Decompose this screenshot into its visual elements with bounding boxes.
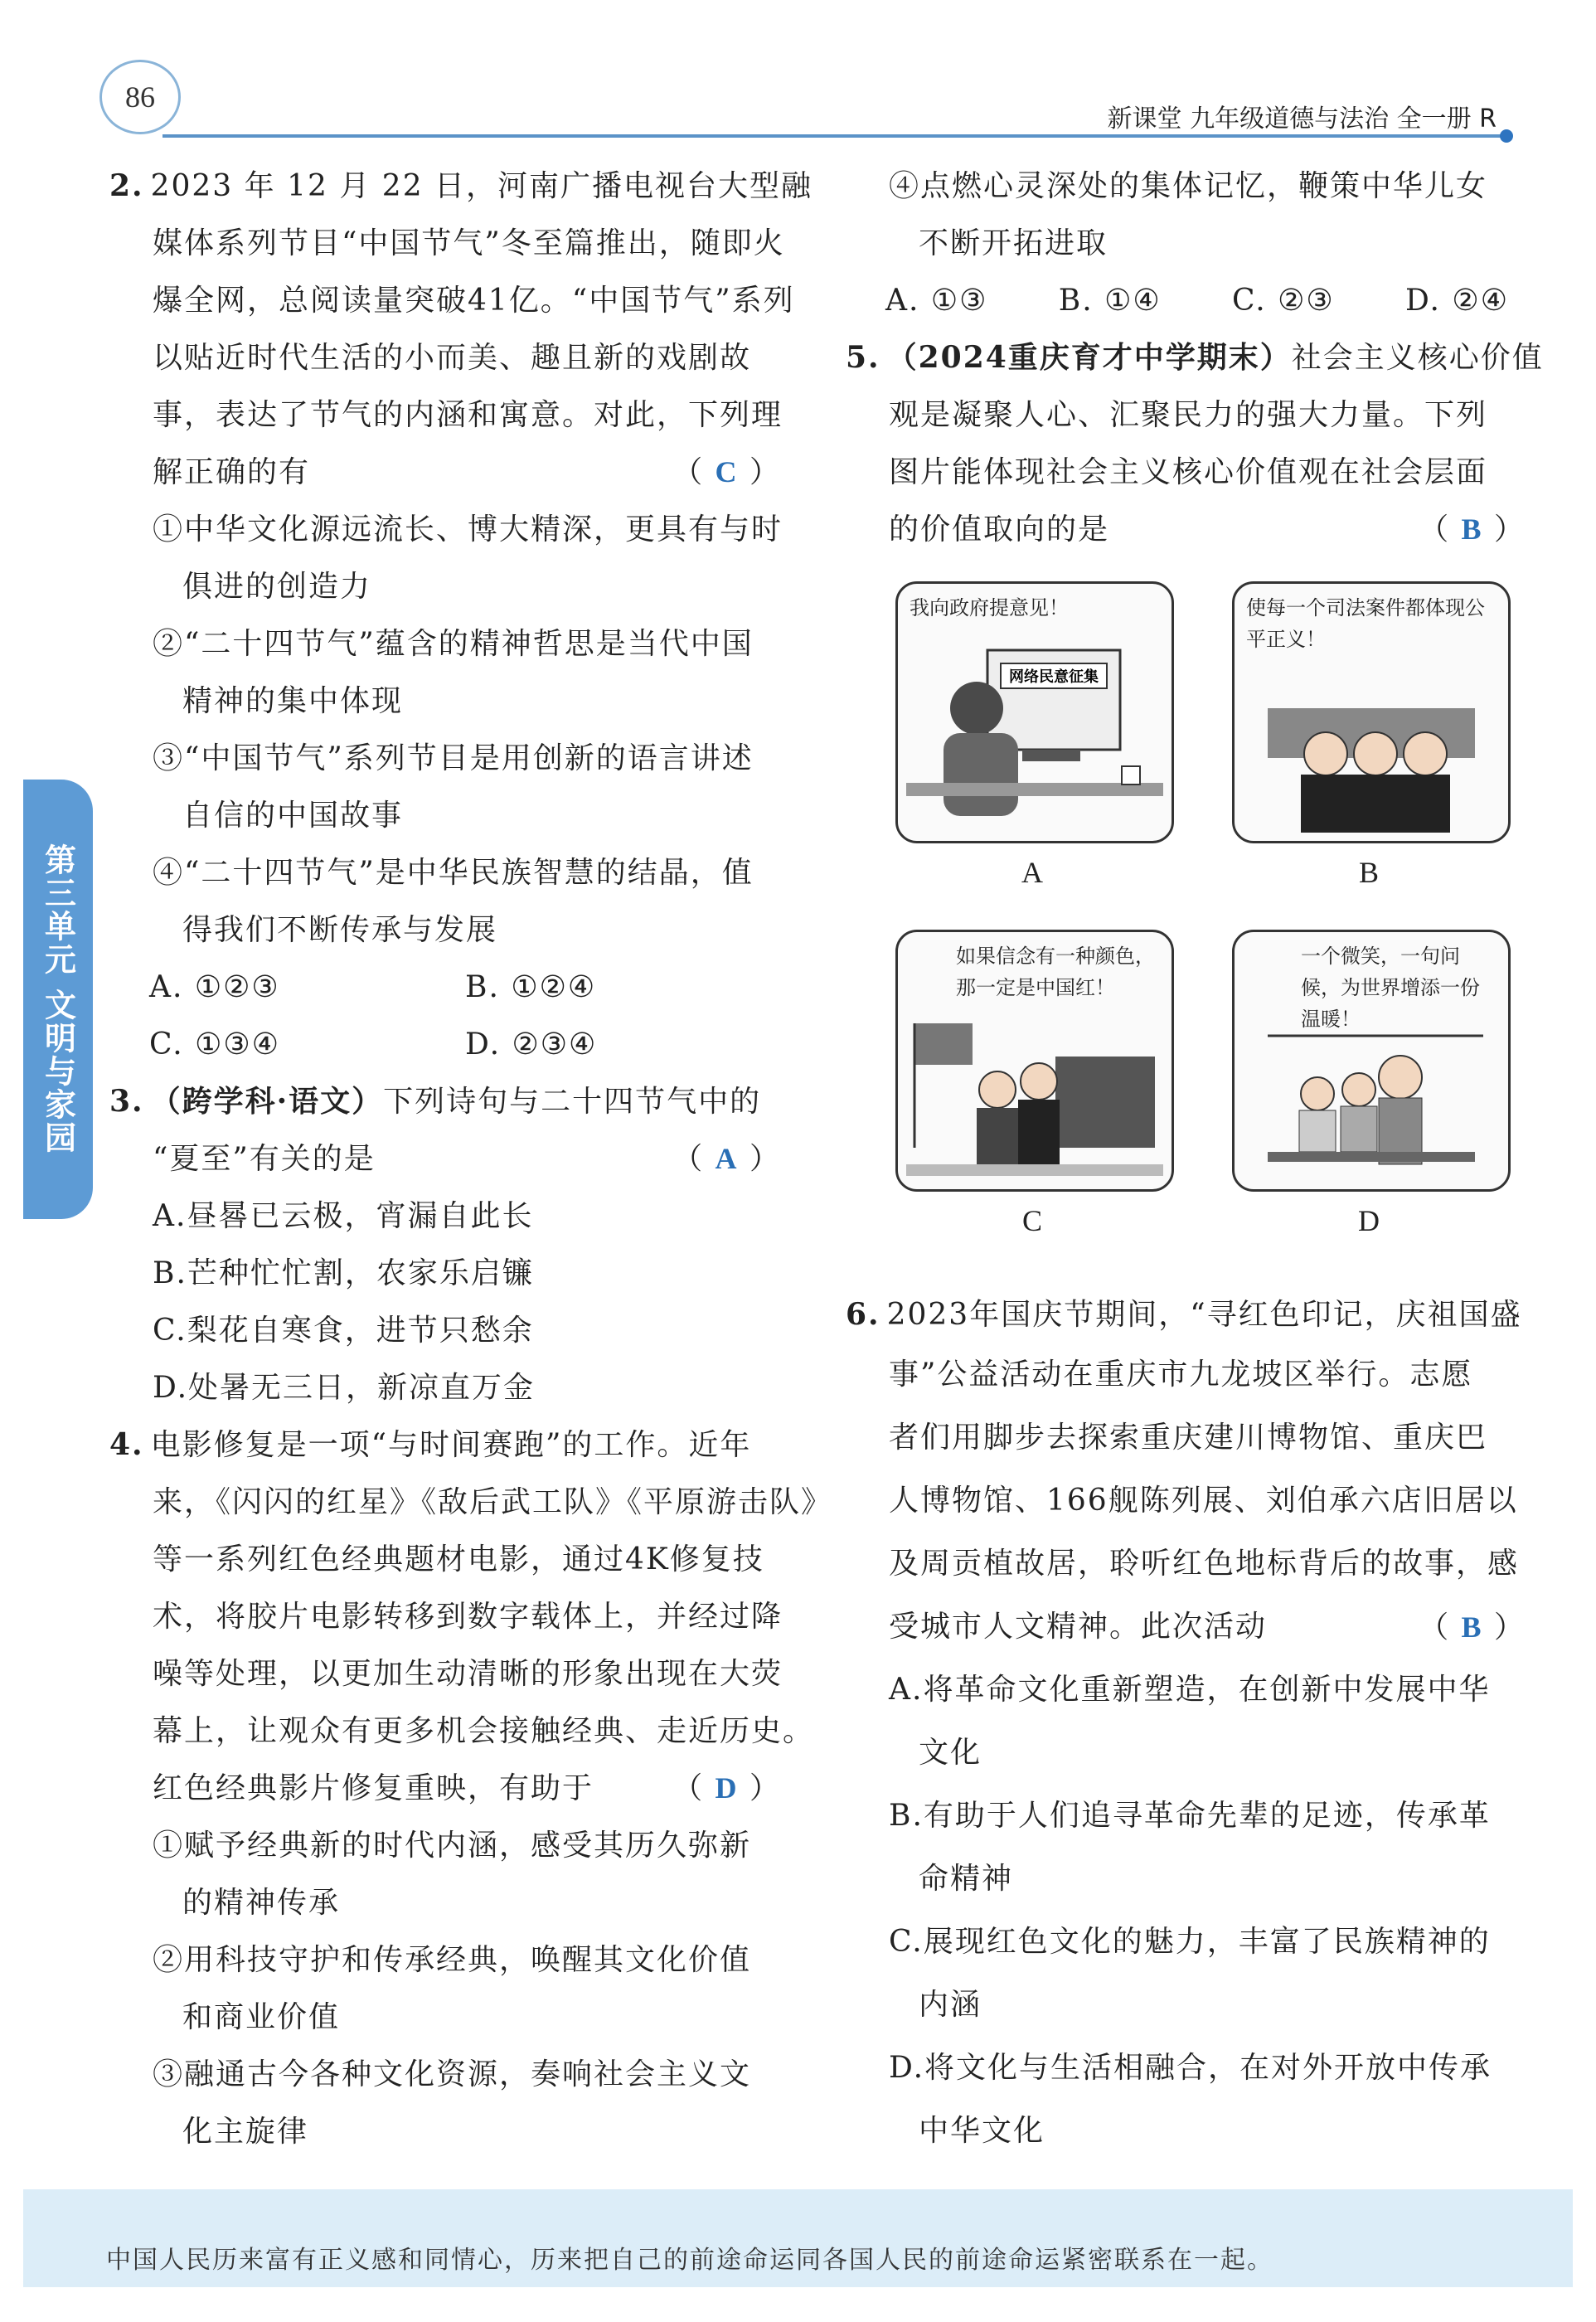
option-c: 内涵 [919,1988,982,2022]
question-text: 噪等处理，以更加生动清晰的形象出现在大荧 [153,1657,783,1691]
comic-b [1232,581,1511,843]
statement-item: ②用科技守护和传承经典，唤醒其文化价值 [153,1943,752,1977]
right-column [846,158,1544,2163]
footer-quote: 中国人民历来富有正义感和同情心，历来把自己的前途命运同各国人民的前途命运紧密联系在一起。 [106,2246,1273,2275]
option-b: B. ①②④ [465,970,597,1004]
option-b: 命精神 [919,1862,1014,1896]
question-text: 以贴近时代生活的小而美、趣且新的戏剧故 [153,341,752,375]
question-text: “夏至”有关的是 [153,1142,376,1176]
statement-item: 得我们不断传承与发展 [182,913,498,947]
question-number: 6. [846,1297,880,1332]
statement-item: ④“二十四节气”是中华民族智慧的结晶，值 [153,856,754,890]
question-text: 下列诗句与二十四节气中的 [383,1085,762,1119]
option-a: A. ①③ [885,284,988,318]
option-d: D.处暑无三日，新凉直万金 [153,1371,536,1405]
answer-mark: B [1461,1610,1483,1644]
question-text: 人博物馆、166舰陈列展、刘伯承六店旧居以 [889,1484,1518,1518]
question-number: 2. [109,168,144,203]
comic-grid [846,565,1526,1278]
question-text: 解正确的有 [153,455,311,489]
comic-caption: 如果信念有一种颜色，那一定是中国红！ [956,945,1155,999]
header-divider [163,134,1506,138]
option-d: D.将文化与生活相融合，在对外开放中传承 [889,2051,1492,2085]
statement-item: ③“中国节气”系列节目是用创新的语言讲述 [153,741,754,775]
book-title: 新课堂 九年级道德与法治 全一册 R [1107,104,1497,134]
option-c: C.展现红色文化的魅力，丰富了民族精神的 [889,1925,1491,1959]
question-number: 5. [846,340,880,375]
question-text: 来，《闪闪的红星》《敌后武工队》《平原游击队》 [153,1485,833,1519]
question-text: 观是凝聚人心、汇聚民力的强大力量。下列 [889,398,1488,432]
option-b: B.有助于人们追寻革命先辈的足迹，传承革 [889,1799,1491,1833]
question-text: 者们用脚步去探索重庆建川博物馆、重庆巴 [889,1421,1488,1455]
option-b: B. ①④ [1058,284,1162,318]
statement-item: 和商业价值 [182,2000,341,2034]
unit-side-tab-label: 第三单元 文明与家园 [39,843,76,1155]
comic-label-d: D [1358,1204,1380,1237]
question-text: 等一系列红色经典题材电影，通过4K修复技 [153,1542,764,1576]
comic-label-c: C [1021,1204,1042,1237]
statement-item: 精神的集中体现 [182,684,404,718]
answer-mark: D [715,1771,739,1805]
header-dot [1500,129,1513,143]
option-a: 文化 [919,1736,982,1770]
statement-item: ①赋予经典新的时代内涵，感受其历久弥新 [153,1829,752,1863]
option-a: A.将革命文化重新塑造，在创新中发展中华 [889,1673,1491,1707]
question-tag: （跨学科·语文） [150,1084,384,1119]
answer-mark: A [715,1142,739,1175]
comic-a [895,581,1174,843]
statement-item: 自信的中国故事 [182,799,404,833]
question-2: 2. 2023 年 12 月 22 日，河南广播电视台大型融 媒体系列节目“中国节气”冬至篇推出，随即火 爆全网，总阅读量突破41亿。“中国节气”系列 以贴近时代生活的小而美、趣且新的戏剧故 事，表达了节气的内涵和寓意。对此，下列理 解正确的有 （ C ） ①中华文化源远流长、博大精深，更具有与时 俱进的创造力 ②“二十四节气”蕴含的精神哲思是当代中国 精神的集中体现 ③“中国节气”系列节目是用创新的语言讲述 自信的中国故事 ④“二十四节气”是中华民族智慧的结晶，值 得我们不断传承与发展 A. ①②③ B. ①②④ C. ①③④ D. ②③④ [109,158,781,1073]
statement-item: ①中华文化源远流长、博大精深，更具有与时 [153,512,783,546]
comic-b-illustration [1235,584,1508,841]
comic-caption: 一个微笑，一句问候，为世界增添一份温暖！ [1301,945,1480,1031]
comic-caption: 使每一个司法案件都体现公平正义！ [1246,596,1485,651]
unit-side-tab [23,780,93,1219]
question-text: 爆全网，总阅读量突破41亿。“中国节气”系列 [153,284,795,318]
option-b: B.芒种忙忙割，农家乐启镰 [153,1256,534,1290]
question-text: 2023年国庆节期间，“寻红色印记，庆祖国盛 [886,1298,1522,1332]
option-c: C. ②③ [1231,284,1335,318]
comic-d-illustration [1235,932,1508,1189]
answer-mark: C [715,455,739,488]
comic-label-b: B [1358,856,1379,889]
comic-a-sign: 网络民意征集 [1009,668,1099,686]
answer-mark: B [1461,512,1483,546]
left-column [109,158,833,2160]
question-text: 电影修复是一项“与时间赛跑”的工作。近年 [150,1428,752,1462]
question-text: 红色经典影片修复重映，有助于 [153,1771,594,1805]
question-text: 事，表达了节气的内涵和寓意。对此，下列理 [153,398,783,432]
page-number: 86 [99,60,181,134]
question-3: 3. （跨学科·语文）下列诗句与二十四节气中的 “夏至”有关的是 （ A ） A.昼晷已云极，宵漏自此长 B.芒种忙忙割，农家乐启镰 C.梨花自寒食，进节只愁余 D.处暑无三日，新凉直万金 [109,1073,781,1416]
statement-item: ④点燃心灵深处的集体记忆，鞭策中华儿女 [889,169,1488,203]
question-4: 4. 电影修复是一项“与时间赛跑”的工作。近年 来，《闪闪的红星》《敌后武工队》《平原游击队》 等一系列红色经典题材电影，通过4K修复技 术，将胶片电影转移到数字载体上，并经过降 噪等处理，以更加生动清晰的形象出现在大荧 幕上，让观众有更多机会接触经典、走近历史。 红色经典影片修复重映，有助于 （ D ） ①赋予经典新的时代内涵，感受其历久弥新 的精神传承 ②用科技守护和传承经典，唤醒其文化价值 和商业价值 ③融通古今各种文化资源，奏响社会主义文 化主旋律 [109,1416,781,2160]
comic-label-a: A [1021,856,1043,889]
statement-item: 俱进的创造力 [182,570,372,604]
question-text: 受城市人文精神。此次活动 [889,1610,1268,1644]
comic-c [895,930,1174,1192]
question-text: 幕上，让观众有更多机会接触经典、走近历史。 [153,1714,815,1748]
statement-item: ②“二十四节气”蕴含的精神哲思是当代中国 [153,627,754,661]
question-5: 5. （2024重庆育才中学期末）社会主义核心价值 观是凝聚人心、汇聚民力的强大力量。下列 图片能体现社会主义核心价值观在社会层面 的价值取向的是 （ B ） 我向政府提意见！ 网络民意征集 A 使每一个司法案件都体现公平正义！ B 如果信念有一种颜色，那一定是中国红！ C 一个微笑，一句问候，为世界增添一份温暖！ D [846,329,1526,1278]
statement-item: 不断开拓进取 [919,226,1108,260]
question-text: 图片能体现社会主义核心价值观在社会层面 [889,455,1488,489]
option-c: C.梨花自寒食，进节只愁余 [153,1314,534,1348]
question-number: 4. [109,1427,144,1462]
question-text: 事”公益活动在重庆市九龙坡区举行。志愿 [889,1358,1473,1392]
question-number: 3. [109,1084,144,1119]
option-a: A. ①②③ [149,970,280,1004]
question-text: 2023 年 12 月 22 日，河南广播电视台大型融 [150,169,813,203]
option-d: D. ②③④ [465,1027,598,1061]
statement-item: 的精神传承 [182,1886,341,1920]
option-a: A.昼晷已云极，宵漏自此长 [153,1199,534,1233]
option-d: 中华文化 [919,2114,1045,2148]
question-text: 媒体系列节目“中国节气”冬至篇推出，随即火 [153,226,785,260]
statement-item: ③融通古今各种文化资源，奏响社会主义文 [153,2057,752,2091]
option-c: C. ①③④ [149,1027,280,1061]
question-text: 术，将胶片电影转移到数字载体上，并经过降 [153,1600,783,1634]
comic-d [1232,930,1511,1192]
comic-a-illustration [898,584,1172,841]
comic-caption: 我向政府提意见！ [910,596,1069,619]
option-d: D. ②④ [1404,284,1509,318]
question-6: 6. 2023年国庆节期间，“寻红色印记，庆祖国盛 事”公益活动在重庆市九龙坡区举行。志愿 者们用脚步去探索重庆建川博物馆、重庆巴 人博物馆、166舰陈列展、刘伯承六店旧居以 及周贡植故居，聆听红色地标背后的故事，感 受城市人文精神。此次活动 （ B ） A.将革命文化重新塑造，在创新中发展中华 文化 B.有助于人们追寻革命先辈的足迹，传承革 命精神 C.展现红色文化的魅力，丰富了民族精神的 内涵 D.将文化与生活相融合，在对外开放中传承 中华文化 [846,1286,1526,2163]
question-tag: （2024重庆育才中学期末） [886,340,1292,375]
comic-c-illustration [898,932,1172,1189]
question-text: 及周贡植故居，聆听红色地标背后的故事，感 [889,1547,1520,1581]
question-text: 社会主义核心价值 [1291,341,1544,375]
question-text: 的价值取向的是 [889,512,1110,546]
statement-item: 化主旋律 [182,2115,309,2149]
